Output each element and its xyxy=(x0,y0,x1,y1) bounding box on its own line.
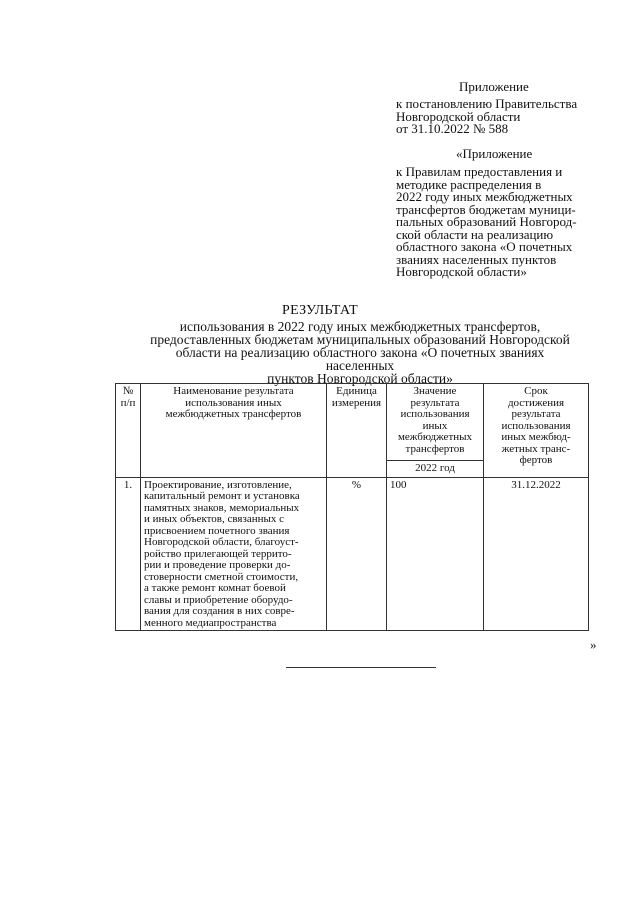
separator-line xyxy=(286,667,436,668)
header-year: 2022 год xyxy=(387,461,484,478)
annex-inner-line: к Правилам предоставления и xyxy=(396,164,563,179)
annex-inner-line: Новгородской области» xyxy=(396,264,527,279)
annex-inner-line: 2022 году иных межбюджетных xyxy=(396,189,573,204)
annex-line: к постановлению Правительства xyxy=(396,96,578,111)
document-subtitle xyxy=(140,320,580,385)
annex-line: от 31.10.2022 № 588 xyxy=(396,121,509,136)
subtitle-line: пунктов Новгородской области» xyxy=(267,371,453,386)
subtitle-line: предоставленных бюджетам муниципальных образований Новгородской xyxy=(150,332,570,347)
subtitle-line: области на реализацию областного закона «О почетных званиях населенных xyxy=(175,345,545,373)
table-header-row xyxy=(116,384,589,461)
header-value: Значение результата использования иных межбюджетных трансфертов xyxy=(387,384,484,461)
annex-line: Новгородской области xyxy=(396,108,521,124)
closing-quote: » xyxy=(590,637,597,652)
header-name: Наименование результата использования иных межбюджетных трансфертов xyxy=(141,384,327,478)
annex-inner-line: областного закона «О почетных xyxy=(396,239,573,254)
annex-inner-line: ской области на реализацию xyxy=(396,226,554,242)
row-num: 1. xyxy=(116,477,141,631)
annex-inner-line: званиях населенных пунктов xyxy=(396,251,557,267)
header-deadline: Срок достижения результата использования иных межбюд- жетных транс- фертов xyxy=(484,384,589,478)
annex-inner-line: методике распределения в xyxy=(396,176,542,192)
row-value: 100 xyxy=(387,477,484,631)
row-unit: % xyxy=(327,477,387,631)
document-title: РЕЗУЛЬТАТ xyxy=(282,303,358,318)
annex-inner-title: «Приложение xyxy=(456,146,533,161)
annex-inner-line: пальных образований Новгород- xyxy=(396,214,577,229)
subtitle-line: использования в 2022 году иных межбюджетных трансфертов, xyxy=(179,319,541,334)
header-unit: Единица измерения xyxy=(327,384,387,478)
table-row xyxy=(116,477,589,631)
row-deadline: 31.12.2022 xyxy=(484,477,589,631)
header-num: № п/п xyxy=(116,384,141,478)
annex-title: Приложение xyxy=(459,79,529,94)
row-name: Проектирование, изготовление, капитальный ремонт и установка памятных знаков, мемориальных и иных объектов, связанных с присвоением почетного звания Новгородской области, благоуст- ройство прилегающей террито- рии и проведение проверки до- стоверности сметной стоимости, а также ремонт комнат боевой славы и приобретение оборудо- вания для создания в них совре- менного медиапространства xyxy=(141,477,327,631)
annex-inner-line: трансфертов бюджетам муници- xyxy=(396,201,576,217)
results-table xyxy=(115,383,589,631)
